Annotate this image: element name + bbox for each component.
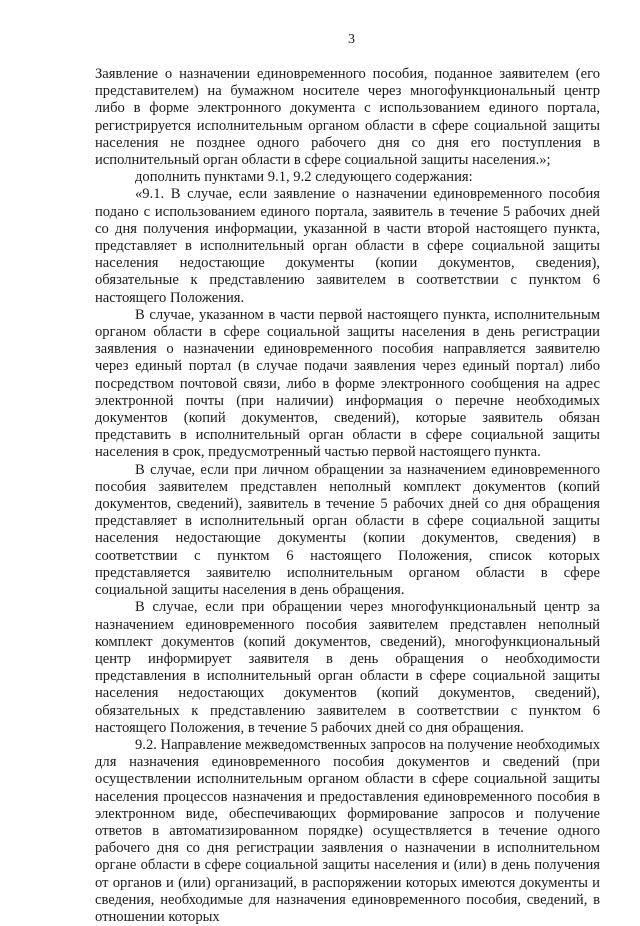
paragraph-amendment-intro: дополнить пунктами 9.1, 9.2 следующего содержания: [135, 169, 473, 186]
page-number: 3 [348, 32, 355, 47]
paragraph-9-1-part-3: В случае, если при личном обращении за назначением единовременного пособия заявителем представлен неполный комплект документов (копий документов, сведений), заявитель в течение 5 рабочих дней со дня обращения представляет в исполнительный орган области в сфере социальной защиты населения недостающие документы (копии документов, сведения) в соответствии с пунктом 6 настоящего Положения, список которых представляется заявителю исполнительным органом области в сфере социальной защиты населения в день обращения. [95, 461, 600, 599]
paragraph-9-1-part-4: В случае, если при обращении через многофункциональный центр за назначением единовременного пособия заявителем представлен неполный комплект документов (копий документов, сведений), многофункциональный центр информирует заявителя в день обращения о необходимости представления в исполнительный орган области в сфере социальной защиты населения недостающих документов (копий документов, сведений), обязательных к представлению заявителем в соответствии с пунктом 6 настоящего Положения, в течение 5 рабочих дней со дня обращения. [95, 599, 600, 736]
paragraph-9-2: 9.2. Направление межведомственных запросов на получение необходимых для назначения единовременного пособия документов и сведений (при осуществлении исполнительным органом области в сфере социальной защиты населения процессов назначения и предоставления единовременного пособия в электронном виде, обеспечивающих формирование запросов и получение ответов в автоматизированном порядке) осуществляется в течение одного рабочего дня со дня регистрации заявления о назначении в исполнительном органе области в сфере социальной защиты населения и (или) в день получения от органов и (или) организаций, в распоряжении которых имеются документы и сведения, необходимые для назначения единовременного пособия, сведений, в отношении которых [95, 736, 600, 925]
paragraph-application-registration: Заявление о назначении единовременного пособия, поданное заявителем (его представителем) на бумажном носителе через многофункциональный центр либо в форме электронного документа с использованием единого портала, регистрируется исполнительным органом области в сфере социальной защиты населения не позднее одного рабочего дня со дня его поступления в исполнительный орган области в сфере социальной защиты населения.»; [95, 66, 600, 169]
paragraph-9-1-part-2: В случае, указанном в части первой настоящего пункта, исполнительным органом области в сфере социальной защиты населения в день регистрации заявления о назначении единовременного пособия направляется заявителю через единый портал (в случае подачи заявления через единый портал) либо посредством почтовой связи, либо в форме электронного сообщения на адрес электронной почты (при наличии) информация о перечне необходимых документов (копий документов, сведений), которые заявитель обязан представить в исполнительный орган области в сфере социальной защиты населения в срок, предусмотренный частью первой настоящего пункта. [95, 306, 600, 461]
paragraph-9-1-part-1: «9.1. В случае, если заявление о назначении единовременного пособия подано с использованием единого портала, заявитель в течение 5 рабочих дней со дня получения информации, указанной в части второй настоящего пункта, представляет в исполнительный орган области в сфере социальной защиты населения недостающие документы (копии документов, сведения), обязательные к представлению заявителем в соответствии с пунктом 6 настоящего Положения. [95, 186, 600, 306]
